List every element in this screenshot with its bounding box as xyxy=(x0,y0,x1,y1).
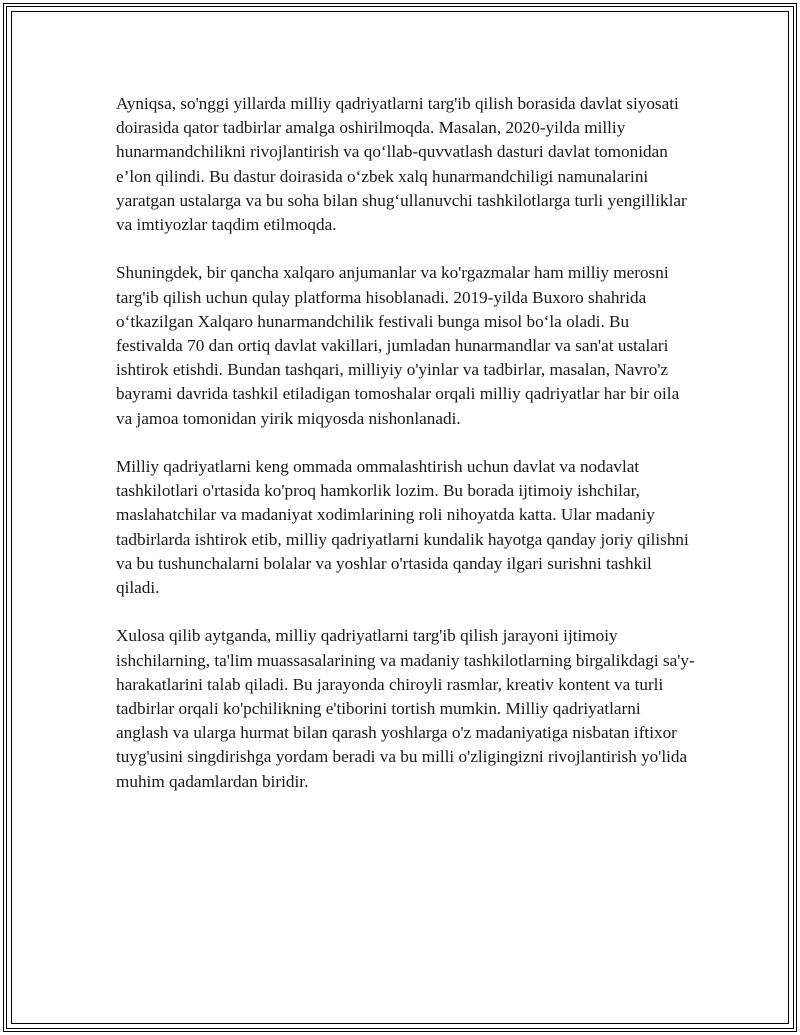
paragraph-3: Milliy qadriyatlarni keng ommada ommalashtirish uchun davlat va nodavlat tashkilotlari o'rtasida ko'proq hamkorlik lozim. Bu borada ijtimoiy ishchilar, maslahatchilar va madaniyat xodimlarining roli nihoyatda katta. Ular madaniy tadbirlarda ishtirok etib, milliy qadriyatlarni kundalik hayotga qanday joriy qilishni va bu tushunchalarni bolalar va yoshlar o'rtasida qanday ilgari surishni tashkil qiladi. xyxy=(116,457,689,598)
paragraph-4: Xulosa qilib aytganda, milliy qadriyatlarni targ'ib qilish jarayoni ijtimoiy ishchilarning, ta'lim muassasalarining va madaniy tashkilotlarning birgalikdagi sa'y-harakatlarini talab qiladi. Bu jarayonda chiroyli rasmlar, kreativ kontent va turli tadbirlar orqali ko'pchilikning e'tiborini tortish mumkin. Milliy qadriyatlarni anglash va ularga hurmat bilan qarash yoshlarga o'z madaniyatiga nisbatan iftixor tuyg'usini singdirishga yordam beradi va bu milli o'zligingizni rivojlantirish yo'lida muhim qadamlardan biridir. xyxy=(116,626,695,791)
paragraph-2: Shuningdek, bir qancha xalqaro anjumanlar va ko'rgazmalar ham milliy merosni targ'ib qilish uchun qulay platforma hisoblanadi. 2019-yilda Buxoro shahrida o‘tkazilgan Xalqaro hunarmandchilik festivali bunga misol bo‘la oladi. Bu festivalda 70 dan ortiq davlat vakillari, jumladan hunarmandlar va san'at ustalari ishtirok etishdi. Bundan tashqari, milliyiy o'yinlar va tadbirlar, masalan, Navro'z bayrami davrida tashkil etiladigan tomoshalar orqali milliy qadriyatlar har bir oila va jamoa tomonidan yirik miqyosda nishonlanadi. xyxy=(116,263,680,428)
document-body xyxy=(116,92,696,818)
paragraph-1: Ayniqsa, so'nggi yillarda milliy qadriyatlarni targ'ib qilish borasida davlat siyosati doirasida qator tadbirlar amalga oshirilmoqda. Masalan, 2020-yilda milliy hunarmandchilikni rivojlantirish va qo‘llab-quvvatlash dasturi davlat tomonidan e’lon qilindi. Bu dastur doirasida o‘zbek xalq hunarmandchiligi namunalarini yaratgan ustalarga va bu soha bilan shug‘ullanuvchi tashkilotlarga turli yengilliklar va imtiyozlar taqdim etilmoqda. xyxy=(116,94,687,235)
